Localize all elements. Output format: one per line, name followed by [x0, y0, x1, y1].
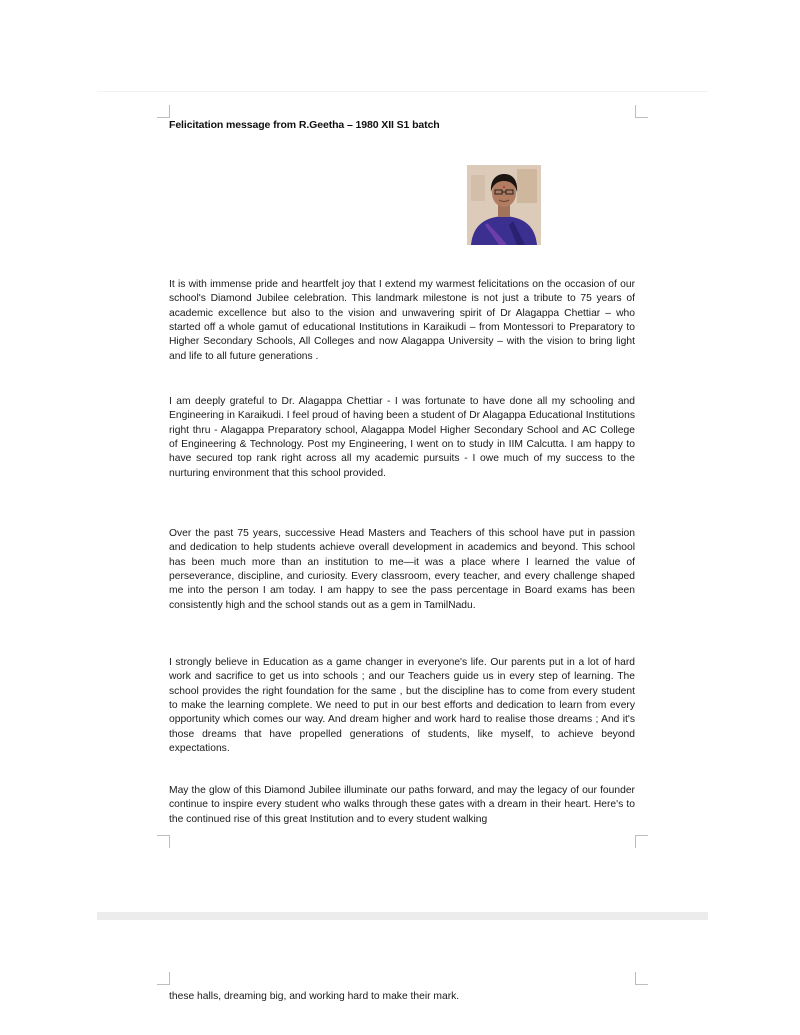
document-page-1 — [97, 92, 708, 912]
continuation-text: these halls, dreaming big, and working hard to make their mark. — [169, 991, 460, 1002]
paragraph-5: May the glow of this Diamond Jubilee illuminate our paths forward, and may the legacy of our founder continue to inspire every student who walks through these gates with a dream in their heart. Here's to the continued rise of this great Institution and to every student walking — [169, 785, 635, 825]
margin-corner-top-left — [157, 105, 170, 118]
margin-corner-top-right — [635, 105, 648, 118]
paragraph-4: I strongly believe in Education as a game changer in everyone's life. Our parents put in a lot of hard work and sacrifice to get us into schools ; and our Teachers guide us in every step of learning. The school provides the right foundation for the same , but the discipline has to come from every student to make the learning complete. We need to put in our best efforts and dedication to learn from every opportunity which comes our way. And dream higher and work hard to realise those dreams ; And it's those dreams that have propelled generations of students, like myself, to achieve beyond expectations. — [169, 657, 635, 755]
margin-corner-top-left — [157, 972, 170, 985]
margin-corner-bottom-right — [635, 835, 648, 848]
document-title: Felicitation message from R.Geetha – 1980 XII S1 batch — [169, 119, 440, 131]
document-page-2 — [97, 920, 708, 1035]
page-break-gap — [97, 912, 708, 920]
paragraph-1: It is with immense pride and heartfelt joy that I extend my warmest felicitations on the occasion of our school's Diamond Jubilee celebration. This landmark milestone is not just a tribute to 75 years of academic excellence but also to the vision and unwavering spirit of Dr Alagappa Chettiar – who started off a whole gamut of educational Institutions in Karaikudi – from Montessori to Preparatory to Higher Secondary Schools, All Colleges and now Alagappa University – with the vision to bring light and life to all future generations . — [169, 279, 635, 362]
paragraph-2: I am deeply grateful to Dr. Alagappa Chettiar - I was fortunate to have done all my schooling and Engineering in Karaikudi. I feel proud of having been a student of Dr Alagappa Educational Institutions right thru - Alagappa Preparatory school, Alagappa Model Higher Secondary School and AC College of Engineering & Technology. Post my Engineering, I went on to study in IIM Calcutta. I am happy to have secured top rank right across all my academic pursuits - I owe much of my success to the nurturing environment that this school provided. — [169, 396, 635, 479]
author-portrait-photo — [467, 165, 541, 245]
margin-corner-top-right — [635, 972, 648, 985]
margin-corner-bottom-left — [157, 835, 170, 848]
paragraph-3: Over the past 75 years, successive Head Masters and Teachers of this school have put in passion and dedication to help students achieve overall development in academics and beyond. This school has been much more than an institution to me—it was a place where I learned the value of perseverance, discipline, and curiosity. Every classroom, every teacher, and every challenge shaped me into the person I am today. I am happy to see the pass percentage in Board exams has been consistently high and the school stands out as a gem in TamilNadu. — [169, 528, 635, 611]
